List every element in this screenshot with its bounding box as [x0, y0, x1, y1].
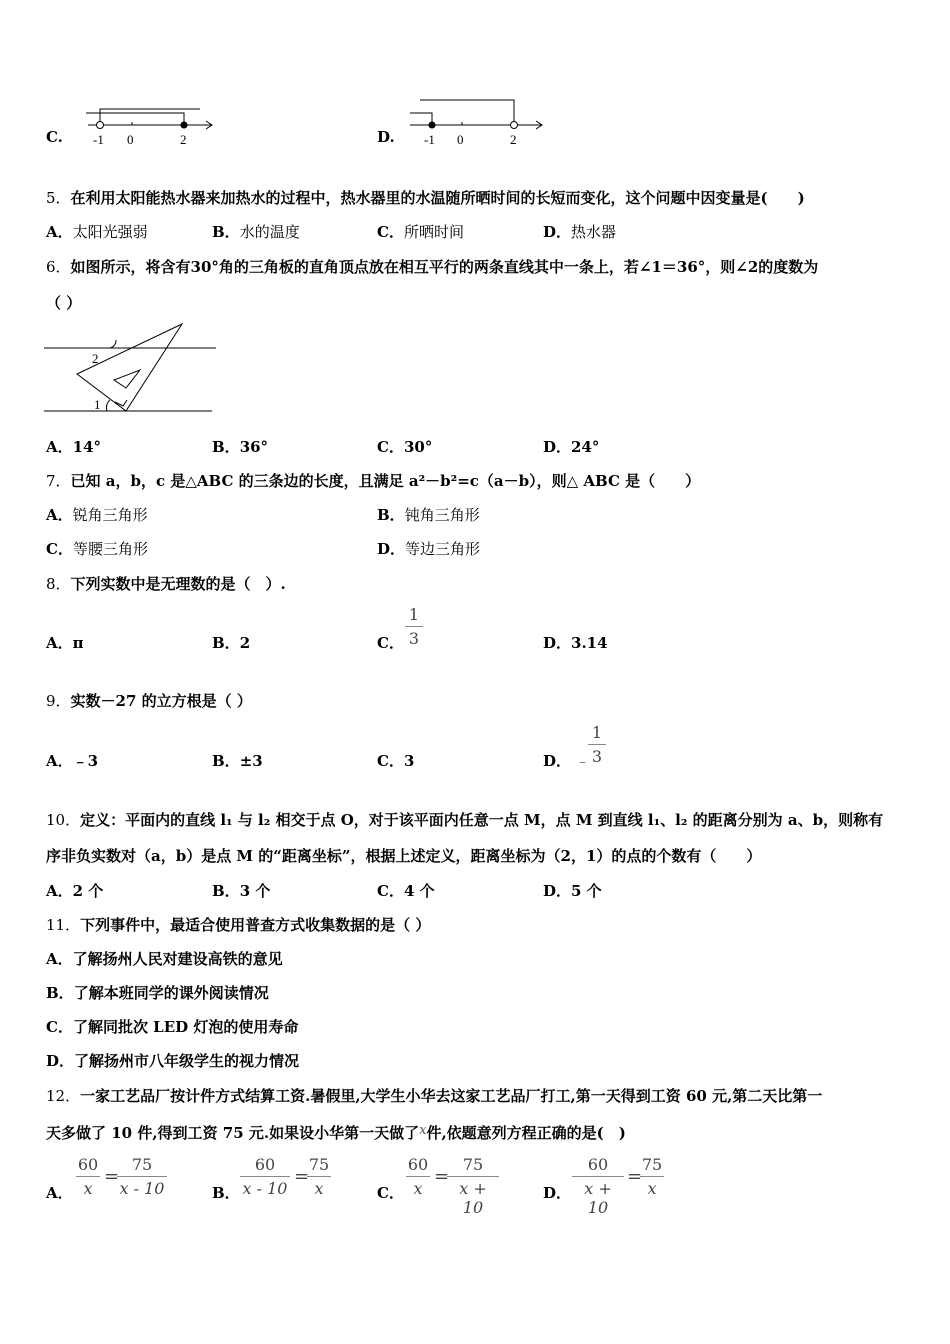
q12-d-right-fraction: 75 x — [641, 1155, 663, 1198]
q5-stem — [46, 187, 805, 208]
q12-option-b-label[interactable]: B． — [212, 1184, 240, 1202]
q4-option-c-label: C. — [46, 128, 63, 146]
q7-option-a[interactable]: A．锐角三角形 — [46, 506, 148, 524]
q12-b-right-fraction: 75 x — [308, 1155, 330, 1198]
q4-d-tick-m1: -1 — [424, 132, 435, 147]
q10-stem-line2: 序非负实数对（a，b）是点 M 的“距离坐标”，根据上述定义，距离坐标为（2，1）的点的个数有（ ） — [46, 847, 762, 865]
q11-option-d[interactable]: D．了解扬州市八年级学生的视力情况 — [46, 1052, 300, 1070]
q4-c-tick-0: 0 — [127, 132, 134, 147]
q6-option-c[interactable]: C．30° — [377, 438, 433, 456]
q8-option-b[interactable]: B．2 — [212, 634, 251, 652]
q9-option-d-fraction: 1 3 — [588, 723, 606, 766]
q10-number: 10． — [46, 811, 81, 829]
q6-option-a[interactable]: A．14° — [46, 438, 102, 456]
q4-d-tick-2: 2 — [510, 132, 517, 147]
q12-a-left-fraction: 60 x — [77, 1155, 99, 1198]
q4-c-tick-2: 2 — [180, 132, 187, 147]
q12-a-right-fraction: 75 x - 10 — [117, 1155, 167, 1198]
q8-option-d[interactable]: D．3.14 — [543, 634, 608, 652]
q7-option-d[interactable]: D．等边三角形 — [377, 540, 481, 558]
q8-text: 下列实数中是无理数的是（ ）. — [70, 575, 286, 593]
q5-number: 5． — [46, 189, 71, 207]
q11-option-a[interactable]: A．了解扬州人民对建设高铁的意见 — [46, 950, 283, 968]
q6-stem — [46, 256, 818, 277]
q12-d-left-fraction: 60 x + 10 — [572, 1155, 624, 1217]
q8-option-c-fraction: 1 3 — [405, 605, 423, 648]
q6-stem-line2: （ ） — [46, 294, 82, 312]
q12-b-left-fraction: 60 x - 10 — [240, 1155, 290, 1198]
q4-d-tick-0: 0 — [457, 132, 464, 147]
q12-c-right-fraction: 75 x + 10 — [447, 1155, 499, 1217]
q12-variable-x: x — [419, 1123, 427, 1138]
q4-option-c-number-line — [80, 98, 220, 148]
q12-d-equals: = — [627, 1166, 643, 1187]
q12-option-c-label[interactable]: C． — [377, 1184, 404, 1202]
q10-option-b[interactable]: B．3 个 — [212, 882, 271, 900]
q6-number: 6． — [46, 258, 71, 276]
q9-number: 9． — [46, 692, 71, 710]
q12-text: 一家工艺品厂按计件方式结算工资.暑假里,大学生小华去这家工艺品厂打工,第一天得到工资 60 元,第二天比第一 — [80, 1087, 823, 1105]
q11-number: 11． — [46, 916, 81, 934]
q11-text: 下列事件中，最适合使用普查方式收集数据的是（ ） — [80, 916, 431, 934]
q6-angle-2-label: 2 — [92, 351, 99, 366]
q4-option-d-label: D. — [377, 128, 395, 146]
q5-option-b[interactable]: B．水的温度 — [212, 223, 300, 241]
q7-number: 7． — [46, 472, 71, 490]
q9-option-c[interactable]: C．3 — [377, 752, 415, 770]
q9-text: 实数－27 的立方根是（ ） — [70, 692, 252, 710]
q12-a-equals: = — [104, 1166, 120, 1187]
q7-stem — [46, 470, 700, 491]
q4-option-d-number-line — [404, 96, 554, 148]
q10-text: 定义：平面内的直线 l₁ 与 l₂ 相交于点 O，对于该平面内任意一点 M，点 M 到直线 l₁、l₂ 的距离分别为 a、b，则称有 — [80, 811, 884, 829]
q9-option-a[interactable]: A．﹣3 — [46, 752, 99, 770]
q10-stem — [46, 809, 883, 830]
q11-option-c[interactable]: C．了解同批次 LED 灯泡的使用寿命 — [46, 1018, 299, 1036]
q9-option-d-label[interactable]: D． ﹣ — [543, 752, 591, 770]
q12-b-equals: = — [294, 1166, 310, 1187]
q11-stem — [46, 914, 430, 935]
q6-text: 如图所示，将含有30°角的三角板的直角顶点放在相互平行的两条直线其中一条上，若∠1＝36°，则∠2的度数为 — [70, 258, 819, 276]
q12-number: 12． — [46, 1087, 81, 1105]
q9-option-d-sign: ﹣ — [575, 752, 591, 770]
q10-option-d[interactable]: D．5 个 — [543, 882, 602, 900]
q12-option-a-label[interactable]: A． — [46, 1184, 73, 1202]
q4-c-tick-m1: -1 — [93, 132, 104, 147]
q5-option-d[interactable]: D．热水器 — [543, 223, 617, 241]
q12-option-d-label[interactable]: D． — [543, 1184, 572, 1202]
q8-option-a[interactable]: A．π — [46, 634, 84, 652]
q11-option-b[interactable]: B．了解本班同学的课外阅读情况 — [46, 984, 269, 1002]
q12-c-left-fraction: 60 x — [407, 1155, 429, 1198]
q7-option-b[interactable]: B．钝角三角形 — [377, 506, 480, 524]
q6-angle-1-label: 1 — [94, 397, 101, 412]
q5-text: 在利用太阳能热水器来加热水的过程中，热水器里的水温随所晒时间的长短而变化，这个问题中因变量是( ) — [70, 189, 805, 207]
q5-option-a[interactable]: A．太阳光强弱 — [46, 223, 148, 241]
q9-stem — [46, 690, 252, 711]
q12-stem-line2: 天多做了 10 件,得到工资 75 元.如果设小华第一天做了x件,依题意列方程正确的是( ) — [46, 1123, 626, 1142]
q7-option-c[interactable]: C．等腰三角形 — [46, 540, 148, 558]
q10-option-c[interactable]: C．4 个 — [377, 882, 435, 900]
q8-stem — [46, 573, 286, 594]
q6-figure-triangle-parallel-lines — [44, 320, 219, 415]
q12-stem — [46, 1085, 822, 1106]
q5-option-c[interactable]: C．所晒时间 — [377, 223, 464, 241]
q9-option-b[interactable]: B．±3 — [212, 752, 263, 770]
q7-text: 已知 a，b，c 是△ABC 的三条边的长度，且满足 a²－b²=c（a－b），则△ ABC 是（ ） — [70, 472, 701, 490]
q12-c-equals: = — [434, 1166, 450, 1187]
q10-option-a[interactable]: A．2 个 — [46, 882, 104, 900]
q6-option-d[interactable]: D．24° — [543, 438, 600, 456]
q8-option-c-label[interactable]: C． — [377, 634, 404, 652]
q6-option-b[interactable]: B．36° — [212, 438, 269, 456]
q8-number: 8． — [46, 575, 71, 593]
